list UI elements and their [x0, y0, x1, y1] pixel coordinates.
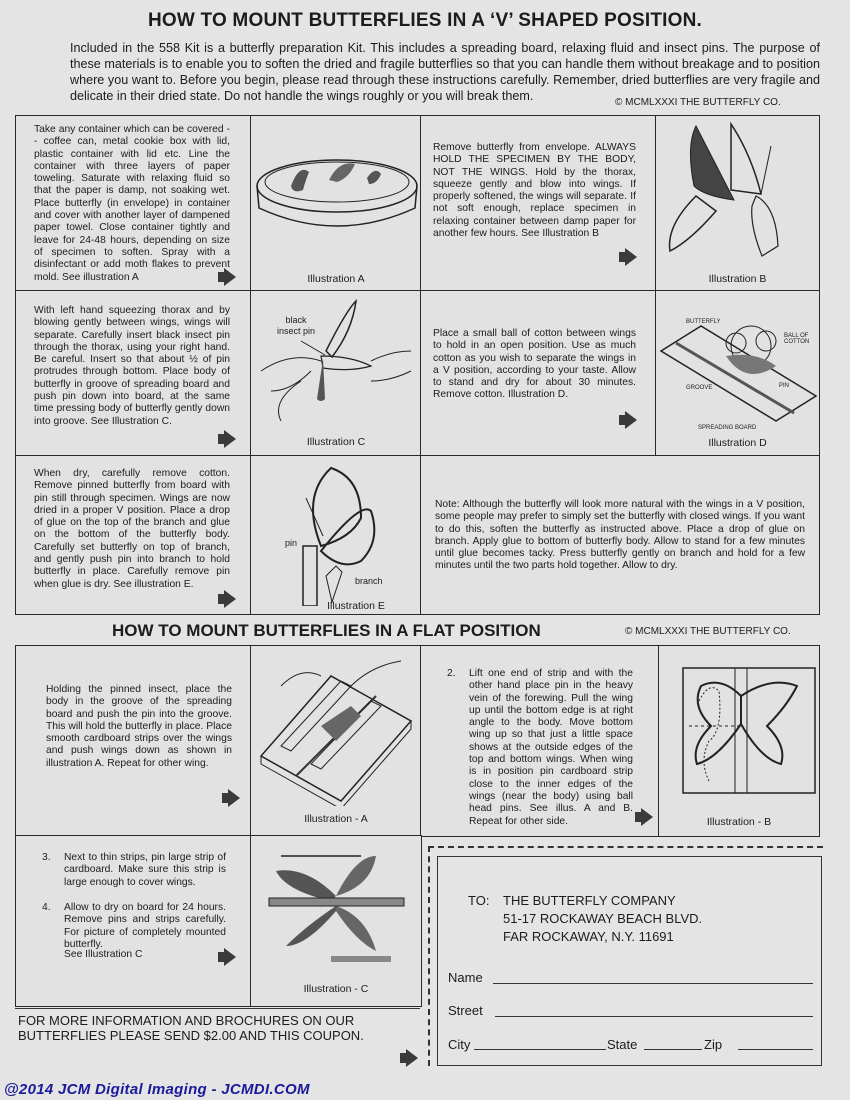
- illustration-d: [655, 290, 820, 457]
- arrow-right-icon: [641, 808, 653, 826]
- step-1-cell: [15, 115, 252, 292]
- arrow-right-icon: [406, 1049, 418, 1067]
- flat-illustration-a-caption: Illustration - A: [304, 813, 368, 825]
- intro-paragraph: Included in the 558 Kit is a butterfly preparation Kit. This includes a spreading board, relaxing fluid and insect pins. The purpose of these materials is to enable you to soften the dried and fragile butterflies so that you can handle them without breakage and to position where you want to. Before you begin, please read through these instructions carefully. Remember, dried butterflies are very fragile and delicate in their dried state. Do not handle the wings roughly or you will break them.: [70, 41, 820, 103]
- step-4-cell: [420, 290, 657, 457]
- note-text: Note: Although the butterfly will look more natural with the wings in a V position, some people may prefer to simply set the butterfly with closed wings. If you want to do this, soften the butterfly as instructed above. Place a drop of glue on branch. Apply glue to bottom of butterfly body. Allow to stand for a few minutes until glue becomes tacky. Press butterfly gently on branch and hold for a few minutes until the two parts hold together. Allow to dry.: [435, 499, 805, 572]
- flat-step-3-cell: [15, 835, 252, 1007]
- name-field[interactable]: [493, 983, 813, 984]
- hand-holding-butterfly-icon: [656, 116, 821, 266]
- illustration-e-caption: Illustration E: [327, 600, 385, 612]
- label-butterfly: BUTTERFLY: [686, 319, 721, 325]
- arrow-right-icon: [224, 590, 236, 608]
- copyright-notice: © MCMLXXXI THE BUTTERFLY CO.: [625, 626, 791, 637]
- flat-step-4-text: Allow to dry on board for 24 hours. Remove pins and strips carefully. For picture of completely mounted butterfly.: [64, 902, 226, 950]
- step-5-cell: [15, 455, 252, 615]
- label-black-insect-pin: black insect pin: [277, 315, 316, 336]
- arrow-right-icon: [224, 268, 236, 286]
- note-cell: [420, 455, 820, 615]
- step-number: 3.: [42, 852, 51, 863]
- arrow-right-icon: [625, 248, 637, 266]
- city-label: City: [448, 1037, 471, 1052]
- step-2-cell: [420, 115, 657, 292]
- illustration-a-caption: Illustration A: [307, 273, 365, 285]
- address-line-1: THE BUTTERFLY COMPANY: [503, 893, 676, 908]
- step-1-text: Take any container which can be covered -- coffee can, metal cookie box with lid, plastic container with lid etc. Line the container with three layers of paper toweling. Saturate with relaxing fluid so that the paper is damp, not soaking wet. Place butterfly (in envelope) in container and cover with another layer of dampened paper towel. Close container tightly and leave for 24-48 hours, depending on size of specimen to soften. Spray with a disinfectant or add moth flakes to prevent mold. See illustration A: [34, 124, 230, 283]
- coupon: [437, 856, 822, 1066]
- arrow-right-icon: [224, 430, 236, 448]
- illustration-b-caption: Illustration B: [708, 273, 767, 285]
- state-field[interactable]: [644, 1049, 702, 1050]
- flat-step-1-text: Holding the pinned insect, place the body in the groove of the spreading board and push the pin into the groove. This will hold the butterfly in place. Place smooth cardboard strips over the wings and push wings down as shown in illustration A. Repeat for other wing.: [46, 684, 232, 769]
- see-illustration-c: See Illustration C: [64, 949, 143, 960]
- flat-illustration-c: [250, 835, 422, 1007]
- flat-step-1-cell: [15, 645, 252, 837]
- illustration-a: [250, 115, 422, 292]
- step-number: 4.: [42, 902, 51, 913]
- step-3-cell: [15, 290, 252, 457]
- illustration-e: [250, 455, 422, 615]
- flat-step-2-text: Lift one end of strip and with the other hand place pin in the heavy vein of the forewing. Pull the wing up until the bottom edge is at right angle to the body. Move bottom wing up so that just a little space shows at the outside edges of the top and bottom wings. When wing is in position pin cardboard strip close to the inner edges of the wings (near the body) using ball head pins. See illus. A and B. Repeat for other side.: [469, 668, 633, 827]
- state-label: State: [607, 1037, 638, 1052]
- flat-illustration-b-caption: Illustration - B: [706, 816, 772, 828]
- arrow-right-icon: [228, 789, 240, 807]
- page-title-flat-position: HOW TO MOUNT BUTTERFLIES IN A FLAT POSITION: [112, 621, 541, 640]
- more-info-text: FOR MORE INFORMATION AND BROCHURES ON OUR BUTTERFLIES PLEASE SEND $2.00 AND THIS COUPON.: [18, 1013, 364, 1043]
- street-label: Street: [448, 1003, 483, 1018]
- name-label: Name: [448, 970, 483, 985]
- step-2-text: Remove butterfly from envelope. ALWAYS HOLD THE SPECIMEN BY THE BODY, NOT THE WINGS. Hold by the thorax, squeeze gently and blow into wings. If properly softened, the wings will separate. If not soft enough, replace specimen in relaxing container between damp paper for another few hours. See Illustration B: [433, 142, 636, 240]
- page-title-v-position: HOW TO MOUNT BUTTERFLIES IN A ‘V’ SHAPED POSITION.: [148, 10, 702, 31]
- illustration-d-caption: Illustration D: [708, 437, 767, 449]
- to-label: TO:: [468, 893, 490, 908]
- hands-pinning-butterfly-icon: [251, 291, 423, 431]
- arrow-right-icon: [224, 948, 236, 966]
- label-pin: pin: [285, 538, 298, 548]
- step-5-text: When dry, carefully remove cotton. Remove pinned butterfly from board with pin still through specimen. Wings are now dried in a proper V position. Place a drop of glue on the top of the branch and glue on the bottom of the butterfly body. Carefully set butterfly on top of branch, and gently push pin into branch to hold butterfly in place. Carefully remove pin when glue is dry. See illustration E.: [34, 468, 230, 590]
- butterfly-diagram-icon: [659, 646, 821, 806]
- illustration-b: [655, 115, 820, 292]
- illustration-c: [250, 290, 422, 457]
- step-number: 2.: [447, 668, 456, 679]
- container-with-butterflies-icon: [251, 116, 423, 256]
- address-line-3: FAR ROCKAWAY, N.Y. 11691: [503, 929, 674, 944]
- flat-illustration-b: [658, 645, 820, 837]
- label-groove: GROOVE: [686, 385, 713, 391]
- flat-illustration-a: [250, 645, 422, 837]
- zip-field[interactable]: [738, 1049, 813, 1050]
- divider: [15, 1008, 420, 1009]
- flat-step-3-text: Next to thin strips, pin large strip of cardboard. Make sure this strip is large enough to cover wings.: [64, 852, 226, 888]
- step-4-text: Place a small ball of cotton between wings to hold in an open position. Use as much cotton as you wish to separate the wings in a V position, according to your taste. Allow to stand and dry for about 30 minutes. Remove cotton. Illustration D.: [433, 328, 636, 401]
- address-line-2: 51-17 ROCKAWAY BEACH BLVD.: [503, 911, 703, 926]
- city-field[interactable]: [474, 1049, 606, 1050]
- illustration-c-caption: Illustration C: [306, 436, 366, 448]
- street-field[interactable]: [495, 1016, 813, 1017]
- flat-step-2-cell: [420, 645, 660, 837]
- label-spreading-board: SPREADING BOARD: [698, 425, 757, 431]
- spreading-board-icon: [656, 291, 821, 431]
- zip-label: Zip: [704, 1037, 723, 1052]
- label-ball-of-cotton: BALL OF COTTON: [784, 333, 810, 345]
- mounted-butterfly-icon: [251, 836, 423, 976]
- label-pin: PIN: [779, 383, 790, 389]
- flat-illustration-c-caption: Illustration - C: [303, 983, 369, 995]
- board-with-strips-icon: [251, 646, 423, 806]
- butterfly-on-branch-icon: [251, 456, 423, 606]
- watermark: @2014 JCM Digital Imaging - JCMDI.COM: [4, 1081, 310, 1098]
- step-3-text: With left hand squeezing thorax and by blowing gently between wings, wings will separate. Carefully insert black insect pin through the thorax, using your right hand. Be careful. Insert so that about ½ of pin protrudes through bottom. Place body of butterfly in groove of spreading board and push pin down into board, at the same time pressing body of butterfly gently down into groove. See Illustration C.: [34, 305, 230, 427]
- label-branch: branch: [355, 576, 383, 586]
- copyright-notice: © MCMLXXXI THE BUTTERFLY CO.: [615, 97, 781, 108]
- arrow-right-icon: [625, 411, 637, 429]
